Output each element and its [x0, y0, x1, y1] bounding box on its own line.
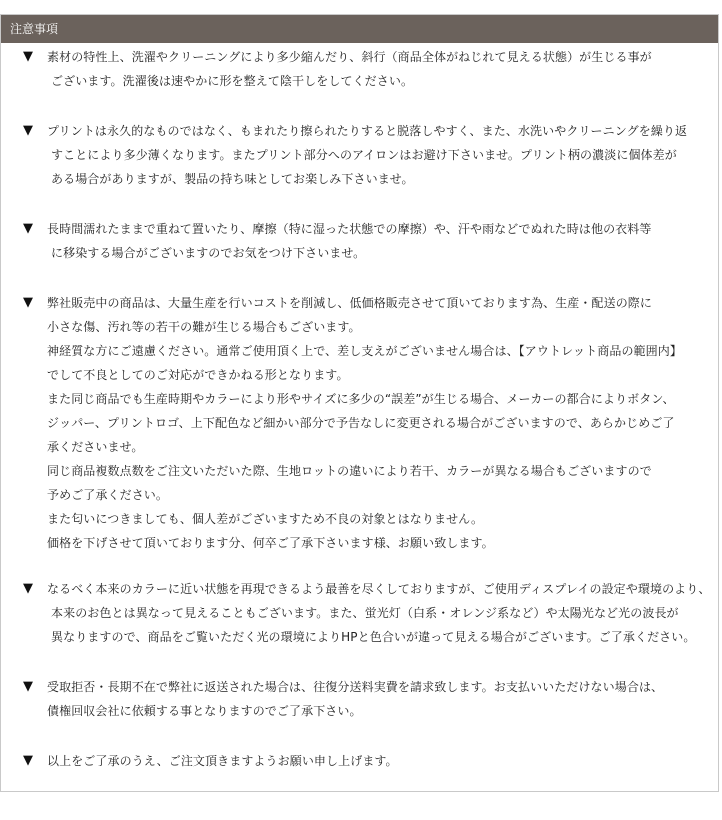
note-line: 受取拒否・長期不在で弊社に返送された場合は、往復分送料実費を請求致します。お支払いいただけない場合は、 — [47, 680, 664, 694]
note-item — [23, 119, 719, 191]
down-triangle-icon: ▼ — [23, 221, 33, 236]
note-line: 承くださいませ。 — [47, 440, 144, 454]
note-line: ございます。洗濯後は速やかに形を整えて陰干しをしてください。 — [51, 74, 414, 88]
note-line: 長時間濡れたままで重ねて置いたり、摩擦（特に湿った状態での摩擦）や、汗や雨などでぬれた時は他の衣料等 — [47, 222, 652, 236]
note-text — [47, 291, 719, 555]
note-line: 神経質な方にご遠慮ください。通常ご使用頂く上で、差し支えがございません場合は、【アウトレット商品の範囲内】 — [47, 344, 682, 358]
down-triangle-icon: ▼ — [23, 123, 33, 138]
note-text — [47, 45, 719, 93]
note-text — [47, 217, 719, 265]
note-line: また匂いにつきましても、個人差がございますため不良の対象とはなりません。 — [47, 512, 484, 526]
note-line: 小さな傷、汚れ等の若干の難が生じる場合もございます。 — [47, 320, 361, 334]
note-item — [23, 291, 719, 555]
note-text — [47, 119, 719, 191]
note-line: 同じ商品複数点数をご注文いただいた際、生地ロットの違いにより若干、カラーが異なる場合もございますので — [47, 464, 652, 478]
note-line: 予めご了承ください。 — [47, 488, 169, 502]
down-triangle-icon: ▼ — [23, 295, 33, 310]
note-line: また同じ商品でも生産時期やカラーにより形やサイズに多少の“誤差”が生じる場合、メーカーの都合によりボタン、 — [47, 392, 675, 406]
note-item — [23, 217, 719, 265]
note-line: 価格を下げさせて頂いております分、何卒ご了承下さいます様、お願い致します。 — [47, 536, 494, 550]
section-header: 注意事項 — [1, 15, 718, 43]
note-line: 以上をご了承のうえ、ご注文頂きますようお願い申し上げます。 — [47, 754, 398, 768]
down-triangle-icon: ▼ — [23, 679, 33, 694]
note-line: ある場合がありますが、製品の持ち味としてお楽しみ下さいませ。 — [51, 172, 414, 186]
down-triangle-icon: ▼ — [23, 581, 33, 596]
note-text — [47, 749, 719, 773]
down-triangle-icon: ▼ — [23, 49, 33, 64]
note-item — [23, 675, 719, 723]
note-item — [23, 577, 719, 649]
note-line: 素材の特性上、洗濯やクリーニングにより多少縮んだり、斜行（商品全体がねじれて見える状態）が生じる事が — [47, 50, 652, 64]
note-line: 債権回収会社に依頼する事となりますのでご了承下さい。 — [47, 704, 362, 718]
note-text — [47, 577, 719, 649]
note-line: 本来のお色とは異なって見えることもございます。また、蛍光灯（白系・オレンジ系など）や太陽光など光の波長が — [51, 606, 679, 620]
note-item — [23, 45, 719, 93]
notice-panel — [0, 14, 719, 792]
note-line: なるべく本来のカラーに近い状態を再現できるよう最善を尽くしておりますが、ご使用ディスプレイの設定や環境のより、 — [47, 582, 711, 596]
down-triangle-icon: ▼ — [23, 753, 33, 768]
note-line: すことにより多少薄くなります。またプリント部分へのアイロンはお避け下さいませ。プリント柄の濃淡に個体差が — [51, 148, 677, 162]
note-line: プリントは永久的なものではなく、もまれたり擦られたりすると脱落しやすく、また、水洗いやクリーニングを繰り返 — [47, 124, 688, 138]
note-line: ジッパー、プリントロゴ、上下配色など細かい部分で予告なしに変更される場合がございますので、あらかじめご了 — [47, 416, 675, 430]
note-line: でして不良としてのご対応ができかねる形となります。 — [47, 368, 349, 382]
note-text — [47, 675, 719, 723]
note-line: 異なりますので、商品をご覧いただく光の環境によりHPと色合いが違って見える場合がございます。ご了承ください。 — [51, 630, 696, 644]
note-line: に移染する場合がございますのでお気をつけ下さいませ。 — [51, 246, 366, 260]
note-line: 弊社販売中の商品は、大量生産を行いコストを削減し、低価格販売させて頂いております為、生産・配送の際に — [47, 296, 653, 310]
note-item — [23, 749, 719, 773]
